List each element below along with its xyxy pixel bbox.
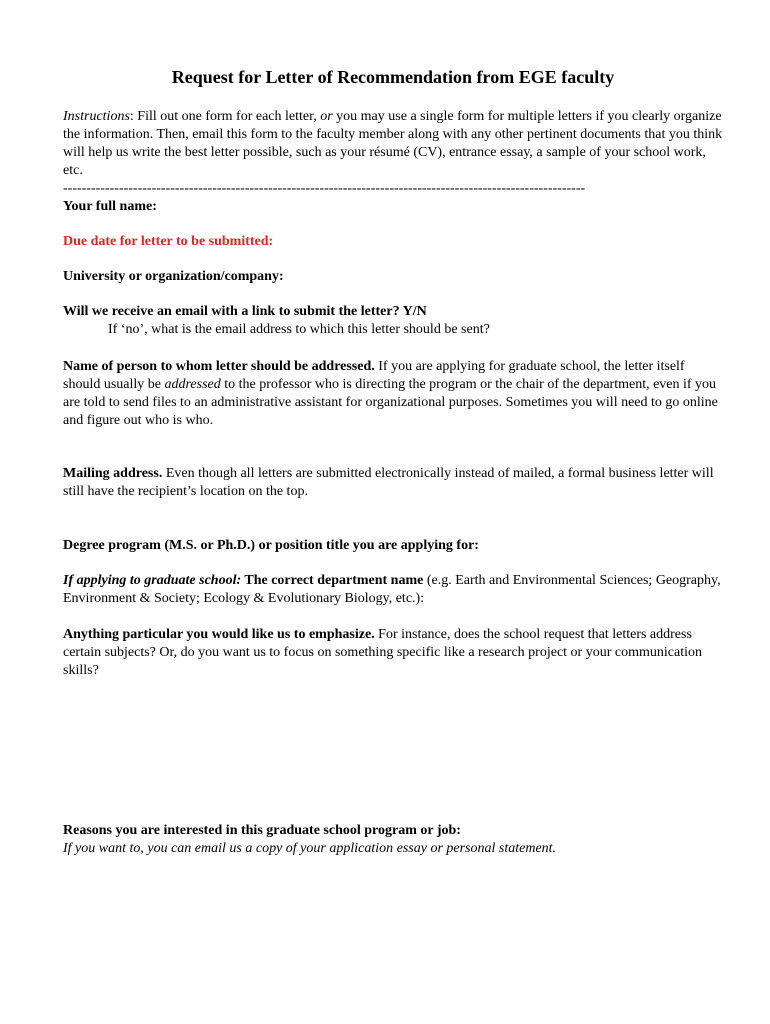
due-date-field-label: Due date for letter to be submitted: <box>63 234 274 249</box>
reasons-note: If you want to, you can email us a copy of your application essay or personal statement. <box>63 841 557 856</box>
emphasize-paragraph <box>63 626 723 680</box>
page-title: Request for Letter of Recommendation from EGE faculty <box>171 67 615 87</box>
addressee-emphasis: addressed <box>164 377 221 392</box>
university-field-label: University or organization/company: <box>63 269 284 284</box>
grad-school-label: If applying to graduate school: <box>63 573 242 588</box>
instructions-paragraph <box>63 108 723 180</box>
mailing-address-paragraph <box>63 465 723 501</box>
department-label: The correct department name <box>241 573 424 588</box>
instructions-colon: : <box>129 109 134 124</box>
degree-program-field-label: Degree program (M.S. or Ph.D.) or position title you are applying for: <box>63 538 479 553</box>
instructions-text-a: Fill out one form for each letter, <box>133 109 321 124</box>
reasons-field-label: Reasons you are interested in this graduate school program or job: <box>63 823 461 838</box>
emphasize-label: Anything particular you would like us to emphasize. <box>63 627 375 642</box>
dashed-divider: ---------------------------------------------------------------------------------------------------------------- <box>63 181 586 196</box>
instructions-label: Instructions <box>63 109 130 124</box>
instructions-or: or <box>320 109 333 124</box>
emphasize-text: For instance, does the school request that letters address certain subjects? Or, do you want us to focus on something specific like a research project or your communication skills? <box>63 627 702 678</box>
addressee-paragraph <box>63 358 723 430</box>
department-paragraph <box>63 572 723 608</box>
mailing-text: Even though all letters are submitted electronically instead of mailed, a formal business letter will still have the recipient’s location on the top. <box>63 466 714 499</box>
email-followup-question: If ‘no’, what is the email address to which this letter should be sent? <box>108 322 490 337</box>
mailing-label: Mailing address. <box>63 466 163 481</box>
addressee-label: Name of person to whom letter should be addressed. <box>63 359 375 374</box>
email-link-question: Will we receive an email with a link to submit the letter? Y/N <box>63 304 427 319</box>
addressee-text-a: If you are applying for graduate school, the letter itself should usually be <box>63 359 685 392</box>
department-text: (e.g. Earth and Environmental Sciences; Geography, Environment & Society; Ecology & Evolutionary Biology, etc.): <box>63 573 721 606</box>
addressee-text-b: to the professor who is directing the program or the chair of the department, even if you are told to send files to an administrative assistant for organizational purposes. Sometimes you will need to go online and figure out who is who. <box>63 377 718 428</box>
full-name-field-label: Your full name: <box>63 199 157 214</box>
instructions-text-b: you may use a single form for multiple letters if you clearly organize the information. Then, email this form to the faculty member along with any other pertinent documents that you think will help us write the best letter possible, such as your résumé (CV), entrance essay, a sample of your school work, etc. <box>63 109 723 178</box>
